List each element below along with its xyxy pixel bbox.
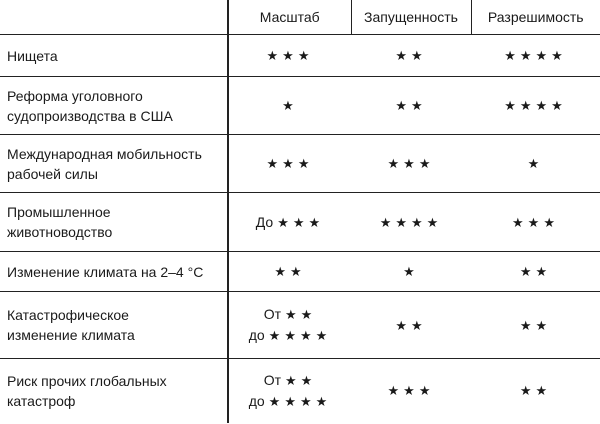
- solvability-cell: [471, 35, 600, 77]
- star-rating-icon: ★★: [519, 264, 552, 279]
- table-row: [0, 35, 600, 77]
- solvability-cell: [471, 135, 600, 193]
- scale-cell: [228, 252, 351, 292]
- row-label: [0, 359, 228, 423]
- star-rating-icon: ★★: [395, 98, 427, 113]
- header-blank: [0, 0, 228, 35]
- rating-prefix: От: [263, 371, 281, 388]
- star-rating-icon: ★★: [519, 317, 552, 333]
- scale-cell: [228, 359, 351, 423]
- row-label: [0, 77, 228, 135]
- row-label-line: животноводство: [7, 224, 113, 240]
- table-row: [0, 359, 600, 423]
- star-rating-icon: ★★★: [277, 214, 325, 230]
- star-rating-icon: ★★★: [266, 48, 314, 63]
- table-row: [0, 135, 600, 193]
- rating-prefix: до: [248, 392, 265, 409]
- scale-cell: [228, 135, 351, 193]
- neglect-cell: [351, 359, 471, 423]
- scale-cell: [228, 193, 351, 252]
- neglect-cell: [351, 77, 471, 135]
- star-rating-icon: ★★★★: [379, 214, 443, 230]
- row-label: [0, 135, 228, 193]
- star-rating-icon: ★★: [274, 264, 306, 279]
- neglect-cell: [351, 193, 471, 252]
- scale-rating: [229, 304, 351, 325]
- row-label-line: Реформа уголовного: [7, 87, 143, 104]
- scale-rating: [229, 95, 351, 116]
- row-label-line: Нищета: [7, 47, 58, 64]
- star-rating-icon: ★: [527, 156, 544, 171]
- neglect-cell: [351, 135, 471, 193]
- row-label-line: рабочей силы: [7, 165, 98, 182]
- star-rating-icon: ★★: [519, 383, 552, 399]
- star-rating-icon: ★★: [395, 317, 427, 333]
- row-label: [0, 252, 228, 292]
- row-label-line: Промышленное: [7, 204, 111, 220]
- scale-cell: [228, 35, 351, 77]
- star-rating-icon: ★★: [395, 48, 427, 63]
- star-rating-icon: ★★★★: [268, 328, 332, 343]
- scale-cell: [228, 292, 351, 359]
- scale-rating: [229, 45, 351, 66]
- star-rating-icon: ★★★★: [268, 393, 332, 409]
- scale-rating: [229, 153, 351, 174]
- row-label: [0, 193, 228, 252]
- star-rating-icon: ★: [282, 98, 298, 113]
- row-label-line: Международная мобильность: [7, 145, 202, 162]
- star-rating-icon: ★★★★: [504, 48, 567, 63]
- scale-rating: [229, 391, 351, 412]
- neglect-cell: [351, 35, 471, 77]
- solvability-cell: [471, 292, 600, 359]
- star-rating-icon: ★★★: [387, 383, 435, 399]
- star-rating-icon: ★★: [285, 307, 317, 322]
- row-label-line: Риск прочих глобальных: [7, 372, 167, 389]
- star-rating-icon: ★: [403, 264, 419, 279]
- solvability-cell: [471, 77, 600, 135]
- scale-rating: [229, 325, 351, 346]
- solvability-cell: [471, 193, 600, 252]
- scale-rating: [229, 261, 351, 282]
- header-solvability: Разрешимость: [471, 0, 600, 35]
- header-neglect: Запущенность: [351, 0, 471, 35]
- solvability-cell: [471, 252, 600, 292]
- row-label-line: Катастрофическое: [7, 307, 129, 323]
- star-rating-icon: ★★★: [387, 156, 435, 171]
- row-label: [0, 292, 228, 359]
- scale-cell: [228, 77, 351, 135]
- row-label-line: Изменение климата на 2–4 °C: [7, 263, 204, 280]
- neglect-cell: [351, 292, 471, 359]
- row-label-line: катастроф: [7, 392, 76, 409]
- star-rating-icon: ★★★: [266, 156, 314, 171]
- table-row: [0, 252, 600, 292]
- rating-prefix: до: [248, 327, 265, 343]
- row-label-line: изменение климата: [7, 327, 135, 343]
- rating-prefix: До: [255, 213, 274, 230]
- star-rating-icon: ★★: [285, 372, 317, 388]
- table-row: [0, 77, 600, 135]
- header-row: [0, 0, 600, 35]
- row-label: [0, 35, 228, 77]
- solvability-cell: [471, 359, 600, 423]
- rating-prefix: От: [263, 306, 281, 322]
- table-row: [0, 193, 600, 252]
- table-row: [0, 292, 600, 359]
- neglect-cell: [351, 252, 471, 292]
- header-scale: Масштаб: [228, 0, 351, 35]
- star-rating-icon: ★★★: [512, 214, 559, 230]
- scale-rating: [229, 370, 351, 391]
- row-label-line: судопроизводства в США: [7, 107, 173, 124]
- star-rating-icon: ★★★★: [504, 98, 567, 113]
- scale-rating: [229, 212, 351, 233]
